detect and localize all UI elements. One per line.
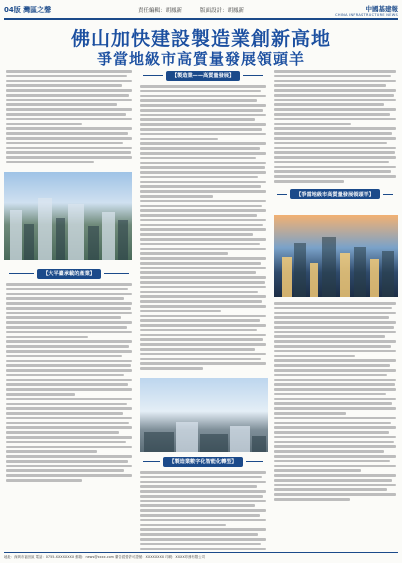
headline-title: 佛山加快建設製造業創新高地 bbox=[70, 28, 331, 50]
column-3 bbox=[274, 70, 396, 204]
article-text-block bbox=[140, 85, 266, 370]
page-header bbox=[4, 3, 398, 17]
editor-credit: 責任編輯：胡鳳新 bbox=[137, 8, 182, 14]
article-text-block bbox=[140, 471, 266, 550]
section-heading-leader: 【爭當地級市高質量發展領頭羊】 bbox=[274, 189, 396, 200]
section-heading-manufacturing: 【製造業——高質量發展】 bbox=[140, 70, 266, 81]
column-1 bbox=[6, 70, 132, 163]
section-heading-platform: 【大平臺承載的產業】 bbox=[6, 268, 132, 279]
article-text-block bbox=[274, 302, 396, 501]
night-city-photo bbox=[274, 215, 398, 297]
column-1-lower bbox=[6, 264, 132, 482]
column-2-lower bbox=[140, 456, 266, 550]
column-2 bbox=[140, 70, 266, 370]
article-text-block bbox=[6, 283, 132, 482]
designer-credit: 版面設計：胡鳳新 bbox=[200, 8, 245, 14]
page-footer: 地址：深圳市福田區 電話：0755-XXXXXXXX 郵箱：news@xxxx.com 廣告經營許可證號：XXXXXXXX 印刷：XXXX印務有限公司 bbox=[4, 555, 206, 559]
page-label: 04版 灣區之聲 bbox=[4, 6, 52, 14]
newspaper-logo bbox=[318, 4, 398, 17]
section-heading-digital: 【製造業數字化智能化轉型】 bbox=[140, 456, 266, 467]
logo-en: CHINA INFRASTRUCTURE NEWS bbox=[335, 12, 398, 17]
headline-subtitle: 爭當地級市高質量發展領頭羊 bbox=[96, 50, 305, 68]
column-3-lower bbox=[274, 302, 396, 501]
article-text-block bbox=[6, 70, 132, 163]
editor-info bbox=[64, 6, 318, 14]
city-skyline-photo bbox=[4, 172, 132, 260]
logo-cn: 中國基建報 bbox=[365, 4, 398, 13]
header-rule bbox=[4, 18, 398, 20]
article-text-block bbox=[274, 70, 396, 183]
footer-rule bbox=[4, 552, 398, 553]
industrial-park-photo bbox=[140, 378, 268, 452]
